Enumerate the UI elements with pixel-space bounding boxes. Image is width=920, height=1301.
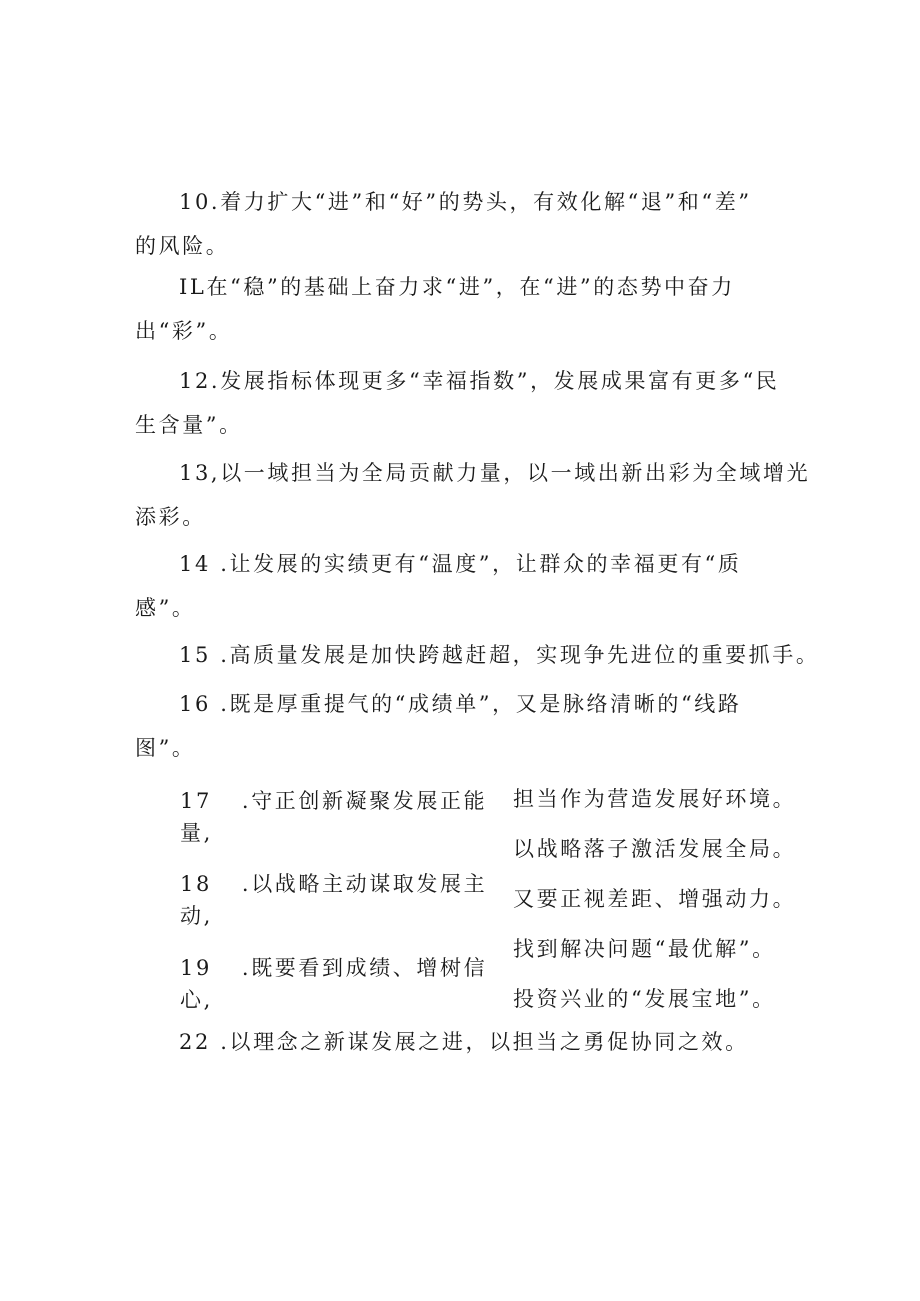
paragraph-line: 的风险。 bbox=[135, 234, 230, 258]
right-column bbox=[513, 774, 796, 1024]
paragraph-line: 生含量”。 bbox=[135, 413, 243, 437]
paragraph-line: 添彩。 bbox=[135, 505, 206, 529]
item-text: .守正创新凝聚发展正能 bbox=[241, 789, 488, 813]
item-continuation: 心, bbox=[180, 988, 213, 1012]
item-continuation: 动, bbox=[180, 904, 213, 928]
item-text: .既要看到成绩、增树信 bbox=[241, 956, 488, 980]
left-item-17 bbox=[180, 785, 487, 849]
paragraph-line: 13,以一域担当为全局贡献力量，以一域出新出彩为全域增光 bbox=[179, 461, 811, 485]
paragraph-11 bbox=[135, 265, 800, 353]
paragraph-16 bbox=[135, 682, 800, 770]
item-number: 19 bbox=[180, 956, 212, 980]
right-item: 担当作为营造发展好环境。 bbox=[513, 787, 797, 811]
paragraph-13 bbox=[135, 451, 811, 539]
right-item: 又要正视差距、增强动力。 bbox=[513, 887, 797, 911]
paragraph-line: 10.着力扩大“进”和“好”的势头，有效化解“退”和“差” bbox=[179, 190, 752, 214]
item-continuation: 量, bbox=[180, 821, 213, 845]
paragraph-line: 图”。 bbox=[135, 736, 196, 760]
right-item: 以战略落子激活发展全局。 bbox=[513, 837, 797, 861]
right-item: 投资兴业的“发展宝地”。 bbox=[513, 987, 776, 1011]
paragraph-line: 12.发展指标体现更多“幸福指数”，发展成果富有更多“民 bbox=[179, 369, 780, 393]
paragraph-line: IL在“稳”的基础上奋力求“进”，在“进”的态势中奋力 bbox=[179, 275, 735, 299]
paragraph-line: 22 .以理念之新谋发展之进，以担当之勇促协同之效。 bbox=[179, 1030, 749, 1054]
item-number: 18 bbox=[180, 872, 212, 896]
paragraph-line: 16 .既是厚重提气的“成绩单”，又是脉络清晰的“线路 bbox=[179, 692, 742, 716]
paragraph-line: 出“彩”。 bbox=[135, 319, 233, 343]
paragraph-12 bbox=[135, 359, 800, 447]
paragraph-line: 14 .让发展的实绩更有“温度”，让群众的幸福更有“质 bbox=[179, 552, 742, 576]
right-item: 找到解决问题“最优解”。 bbox=[513, 937, 776, 961]
paragraph-10 bbox=[135, 180, 800, 268]
item-number: 17 bbox=[180, 789, 212, 813]
item-text: .以战略主动谋取发展主 bbox=[241, 872, 488, 896]
paragraph-15 bbox=[135, 633, 820, 677]
left-item-18 bbox=[180, 868, 487, 932]
paragraph-line: 感”。 bbox=[135, 596, 196, 620]
paragraph-line: 15 .高质量发展是加快跨越赶超，实现争先进位的重要抓手。 bbox=[179, 643, 820, 667]
left-item-19 bbox=[180, 952, 487, 1016]
paragraph-22 bbox=[135, 1020, 800, 1064]
paragraph-14 bbox=[135, 542, 800, 630]
